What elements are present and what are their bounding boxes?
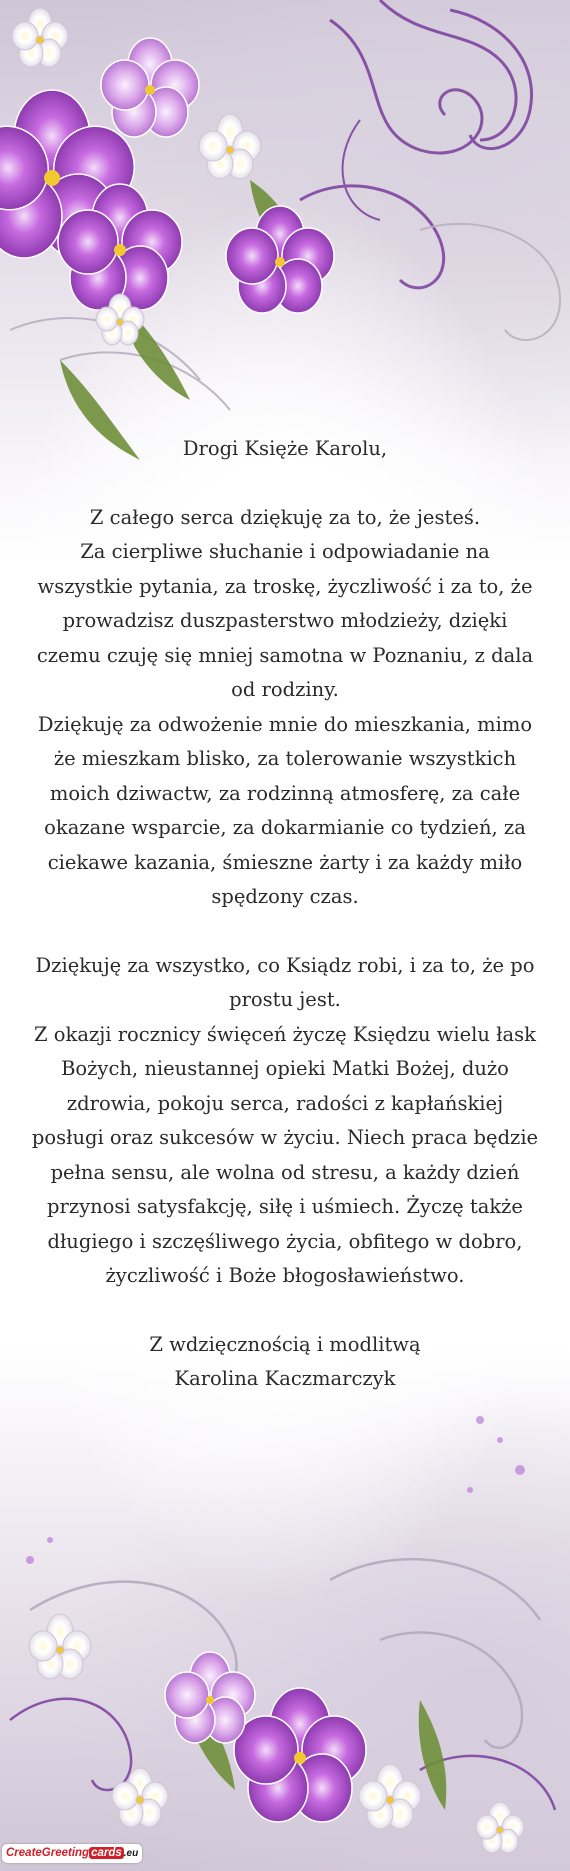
letter-paragraph-4: Dziękuję za wszystko, co Ksiądz robi, i za to, że po prostu jest. [35,953,535,1011]
brand-cards: cards [91,1846,122,1859]
bottom-flower-large [234,1688,366,1822]
letter-text [30,432,540,1397]
letter-signature: Karolina Kaczmarczyk [174,1367,396,1390]
bottom-flower-light [165,1652,255,1743]
brand-logo[interactable] [2,1836,142,1870]
letter-paragraph-2: Za cierpliwe słuchanie i odpowiadanie na wszystkie pytania, za troskę, życzliwość i za to, że prowadzisz duszpasterstwo młodzieży, dzięki czemu czuję się mniej samotna w Poznaniu, z dala od rodziny. [36,540,534,701]
top-flower-small [226,206,334,313]
brand-name: CreateGreeting [6,1846,90,1859]
letter-paragraph-1: Z całego serca dziękuję za to, że jesteś. [89,505,481,529]
letter-greeting: Drogi Księże Karolu, [182,437,388,460]
letter-paragraph-5: Z okazji rocznicy święceń życzę Księdzu wielu łask Bożych, nieustannej opieki Matki Bożej, dużo zdrowia, pokoju serca, radości z kapłańskiej posługi oraz sukcesów w życiu. Niech praca będzie pełna sensu, ale wolna od stresu, a każdy dzień przynosi satysfakcję, siłę i uśmiech. Życzę także długiego i szczęśliwego życia, obfitego w dobro, życzliwość i Boże błogosławieństwo. [31,1022,539,1287]
top-flower-light [101,38,199,137]
brand-logo-text [2,1844,142,1863]
brand-domain: .eu [123,1847,139,1859]
top-swirls [300,0,532,288]
bottom-sparkles [26,1416,525,1564]
letter-closing: Z wdzięcznością i modlitwą [149,1332,421,1356]
letter-paragraph-3: Dziękuję za odwożenie mnie do mieszkania, mimo że mieszkam blisko, za tolerowanie wszystkich moich dziwactw, za rodzinną atmosferę, za całe okazane wsparcie, za dokarmianie co tydzień, za ciekawe kazania, śmieszne żarty i za każdy miło spędzony czas. [37,712,533,908]
